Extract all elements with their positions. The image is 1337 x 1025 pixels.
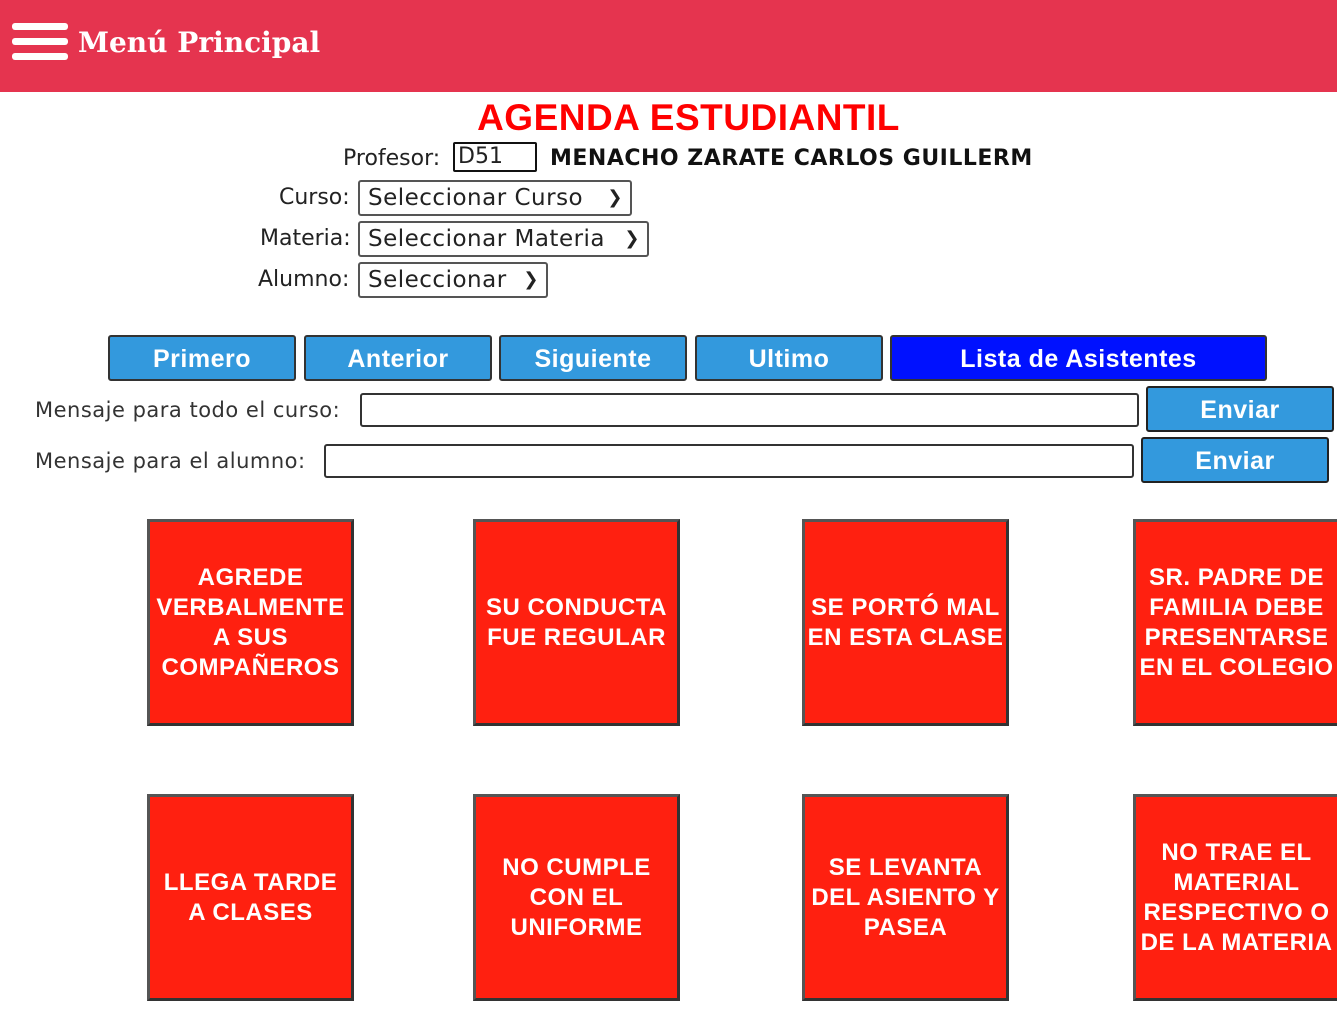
incident-tile-label: SR. PADRE DE FAMILIA DEBE PRESENTARSE EN EL COLEGIO <box>1139 563 1334 681</box>
incident-tile-label: NO CUMPLE CON EL UNIFORME <box>502 853 651 941</box>
incident-tile-label: SE LEVANTA DEL ASIENTO Y PASEA <box>811 853 1000 941</box>
top-bar <box>0 0 1337 92</box>
incident-tile[interactable] <box>473 794 680 1001</box>
chevron-down-icon: ❯ <box>523 269 539 290</box>
alumno-select[interactable] <box>358 262 548 298</box>
materia-label: Materia: <box>260 226 351 251</box>
chevron-down-icon: ❯ <box>607 187 623 208</box>
alumno-select-value: Seleccionar <box>368 267 507 293</box>
course-message-label: Mensaje para todo el curso: <box>35 398 341 422</box>
first-button[interactable]: Primero <box>108 335 296 381</box>
curso-select-value: Seleccionar Curso <box>368 185 584 211</box>
hamburger-menu-icon[interactable] <box>12 23 68 61</box>
materia-select-value: Seleccionar Materia <box>368 226 606 252</box>
incident-tile-label: NO TRAE EL MATERIAL RESPECTIVO O DE LA MATERIA <box>1140 838 1333 956</box>
attendance-list-button[interactable]: Lista de Asistentes <box>890 335 1267 381</box>
profesor-code-field[interactable]: D51 <box>453 142 537 172</box>
incident-tile[interactable] <box>147 794 354 1001</box>
incident-tile[interactable] <box>802 519 1009 726</box>
incident-tile[interactable] <box>1133 519 1337 726</box>
incident-tile[interactable] <box>1133 794 1337 1001</box>
curso-select[interactable] <box>358 180 632 216</box>
student-message-label: Mensaje para el alumno: <box>35 449 306 473</box>
send-course-message-button[interactable]: Enviar <box>1146 386 1334 432</box>
chevron-down-icon: ❯ <box>624 228 640 249</box>
send-student-message-button[interactable]: Enviar <box>1141 437 1329 483</box>
alumno-label: Alumno: <box>258 267 350 292</box>
incident-tile[interactable] <box>473 519 680 726</box>
course-message-input[interactable] <box>360 393 1139 427</box>
last-button[interactable]: Ultimo <box>695 335 883 381</box>
incident-tile-label: SE PORTÓ MAL EN ESTA CLASE <box>807 593 1004 651</box>
next-button[interactable]: Siguiente <box>499 335 687 381</box>
incident-tile-label: SU CONDUCTA FUE REGULAR <box>485 593 668 651</box>
materia-select[interactable] <box>358 221 649 257</box>
profesor-name: MENACHO ZARATE CARLOS GUILLERM <box>550 146 1033 171</box>
page-title: AGENDA ESTUDIANTIL <box>477 97 900 138</box>
previous-button[interactable]: Anterior <box>304 335 492 381</box>
menu-title[interactable]: Menú Principal <box>78 26 321 59</box>
incident-tile[interactable] <box>802 794 1009 1001</box>
incident-tile-label: LLEGA TARDE A CLASES <box>163 868 338 926</box>
student-message-input[interactable] <box>324 444 1134 478</box>
profesor-label: Profesor: <box>343 146 441 171</box>
curso-label: Curso: <box>279 185 350 210</box>
incident-tile-label: AGREDE VERBALMENTE A SUS COMPAÑEROS <box>156 563 345 681</box>
incident-tile[interactable] <box>147 519 354 726</box>
